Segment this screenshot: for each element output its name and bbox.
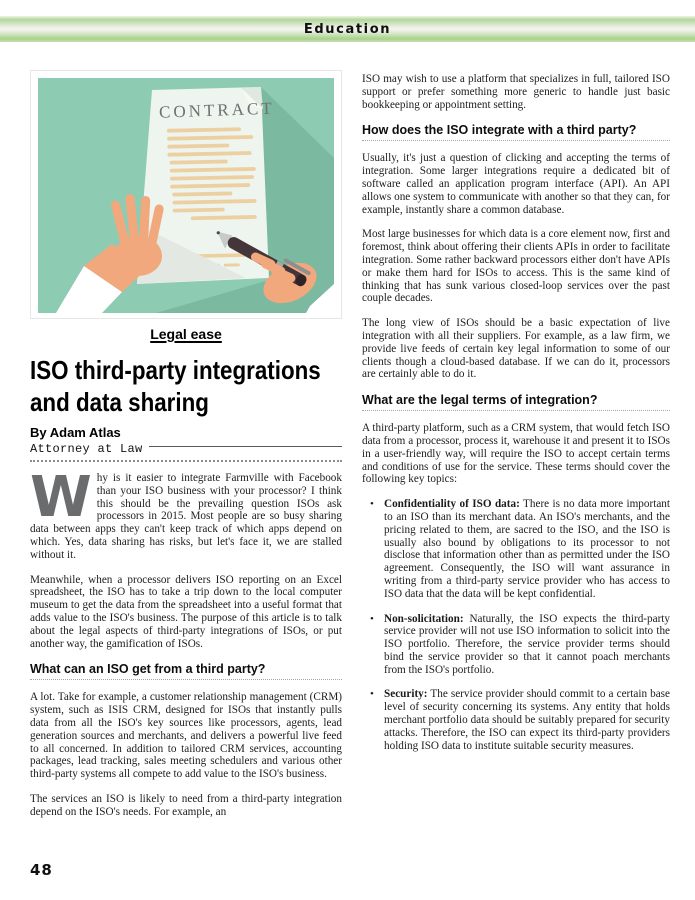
byline-author: By Adam Atlas	[30, 425, 121, 440]
subheading-q3: What are the legal terms of integration?	[362, 393, 670, 411]
bullet-non-solicitation	[362, 613, 670, 677]
paragraph-9: A third-party platform, such as a CRM system, that would fetch ISO data from a processor, process it, warehouse it and present it to ISOs in a user-friendly way, will require the ISO to accept certain terms and conditions of use for the service. These terms should cover the following key topics:	[362, 422, 670, 486]
dropcap: W	[30, 465, 90, 530]
bullet-glyph: •	[370, 498, 374, 511]
paragraph-5: ISO may wish to use a platform that specializes in full, tailored ISO support or prefer something more generic to handle just basic bookkeeping or appointment setting.	[362, 73, 670, 111]
article-title-line1: ISO third-party integrations	[30, 355, 321, 385]
section-header-bar	[0, 16, 695, 42]
paragraph-1	[30, 465, 342, 562]
paragraph-1-text: hy is it easier to integrate Farmville with Facebook than your ISO business with your processor? I think this should be the prevailing question ISOs ask processors in 2015. Most people are so busy sharing data between apps they can't keep track of which apps depend on which. Yes, data sharing has risks, but let's face it, we are stalled without it.	[30, 472, 342, 561]
page-number: 48	[30, 861, 53, 879]
left-column	[30, 70, 342, 831]
bullet-security-body: The service provider should commit to a certain base level of security concerning its systems. Any entity that holds merchant portfolio data should be suitably prepared for security attacks. Therefore, the ISO can expect its third-party providers holding ISO data to institute suitable security measures.	[384, 688, 670, 752]
paragraph-6: Usually, it's just a question of clicking and accepting the terms of integration. Some larger integrations require a dedicated bit of software called an application program interface (API). An API allows one system to communicate with another so that they can, for example, instantly share a common database.	[362, 152, 670, 216]
bullet-non-solicitation-lead: Non-solicitation:	[384, 612, 464, 625]
subheading-q1: What can an ISO get from a third party?	[30, 662, 342, 680]
contract-title: CONTRACT	[158, 98, 276, 122]
paragraph-2: Meanwhile, when a processor delivers ISO reporting on an Excel spreadsheet, the ISO has to take a trip down to the local computer museum to get the data from the spreadsheet into a useful format that adds value to the ISO's business. The purpose of this article is to talk about the legal aspects of third-party integrations of ISOs, or put another way, the gamification of ISOs.	[30, 573, 342, 650]
paragraph-4: The services an ISO is likely to need from a third-party integration depend on the ISO's needs. For example, an	[30, 792, 342, 818]
right-column	[362, 73, 670, 764]
article-title	[30, 354, 342, 418]
paragraph-3: A lot. Take for example, a customer relationship management (CRM) system, such as ISIS CRM, designed for ISOs that instantly pulls data from all the ISO's key sources like processors, agents, lead generation sources and merchants, and delivers a powerful live feed to all concerned. In addition to tailored CRM services, accounting packages, lead tracking, sales meeting schedulers and various other third-party systems all compete to add value to the ISO's business.	[30, 691, 342, 781]
bullet-confidentiality-text	[384, 498, 670, 600]
bullet-glyph: •	[370, 612, 374, 625]
paragraph-8: The long view of ISOs should be a basic expectation of live integration with all their suppliers. For example, as a law firm, we provide live feeds of certain key legal information to some of our clients though a cloud-based database. If we can do it, processors are certainly able to do it.	[362, 317, 670, 381]
bullet-glyph: •	[370, 688, 374, 701]
figure-caption: Legal ease	[150, 326, 222, 342]
byline-rule	[149, 446, 342, 447]
legal-ease-figure	[30, 70, 342, 319]
bullet-confidentiality-lead: Confidentiality of ISO data:	[384, 498, 520, 511]
bullet-non-solicitation-text	[384, 613, 670, 677]
bullet-confidentiality	[362, 498, 670, 600]
section-title: Education	[303, 21, 392, 37]
bullet-security-lead: Security:	[384, 688, 428, 701]
article-title-line2: and data sharing	[30, 387, 209, 417]
bullet-security	[362, 688, 670, 752]
bullet-security-text	[384, 688, 670, 752]
subheading-q2: How does the ISO integrate with a third party?	[362, 123, 670, 141]
byline-role: Attorney at Law	[30, 442, 143, 456]
contract-illustration	[38, 78, 334, 313]
paragraph-7: Most large businesses for which data is a core element now, first and foremost, think about offering their clients APIs in order to facilitate integration. Some rather backward processors either don't have APIs or make them hard for ISOs to access. This is the same kind of thinking that has sunk various closed-loop services over the past couple decades.	[362, 228, 670, 305]
byline-role-row	[30, 442, 342, 456]
byline-dotted-rule	[30, 460, 342, 462]
bullet-confidentiality-body: There is no data more important to an ISO than its merchant data. An ISO's merchants, and the pricing related to them, are sacred to the ISO, and the ISO is usually also bound by obligations to its processor to not disclose that information other than as permitted under the ISO agreement. Consequently, the ISO will want assurance in writing from a third-party service provider who has access to ISO data that the data will be kept confidential.	[384, 498, 670, 600]
bullet-non-solicitation-body: Naturally, the ISO expects the third-party service provider will not use ISO information to solicit into the ISO portfolio. Therefore, the service provider terms should bind the service provider so that it cannot poach merchants from the ISO's portfolio.	[384, 612, 671, 676]
